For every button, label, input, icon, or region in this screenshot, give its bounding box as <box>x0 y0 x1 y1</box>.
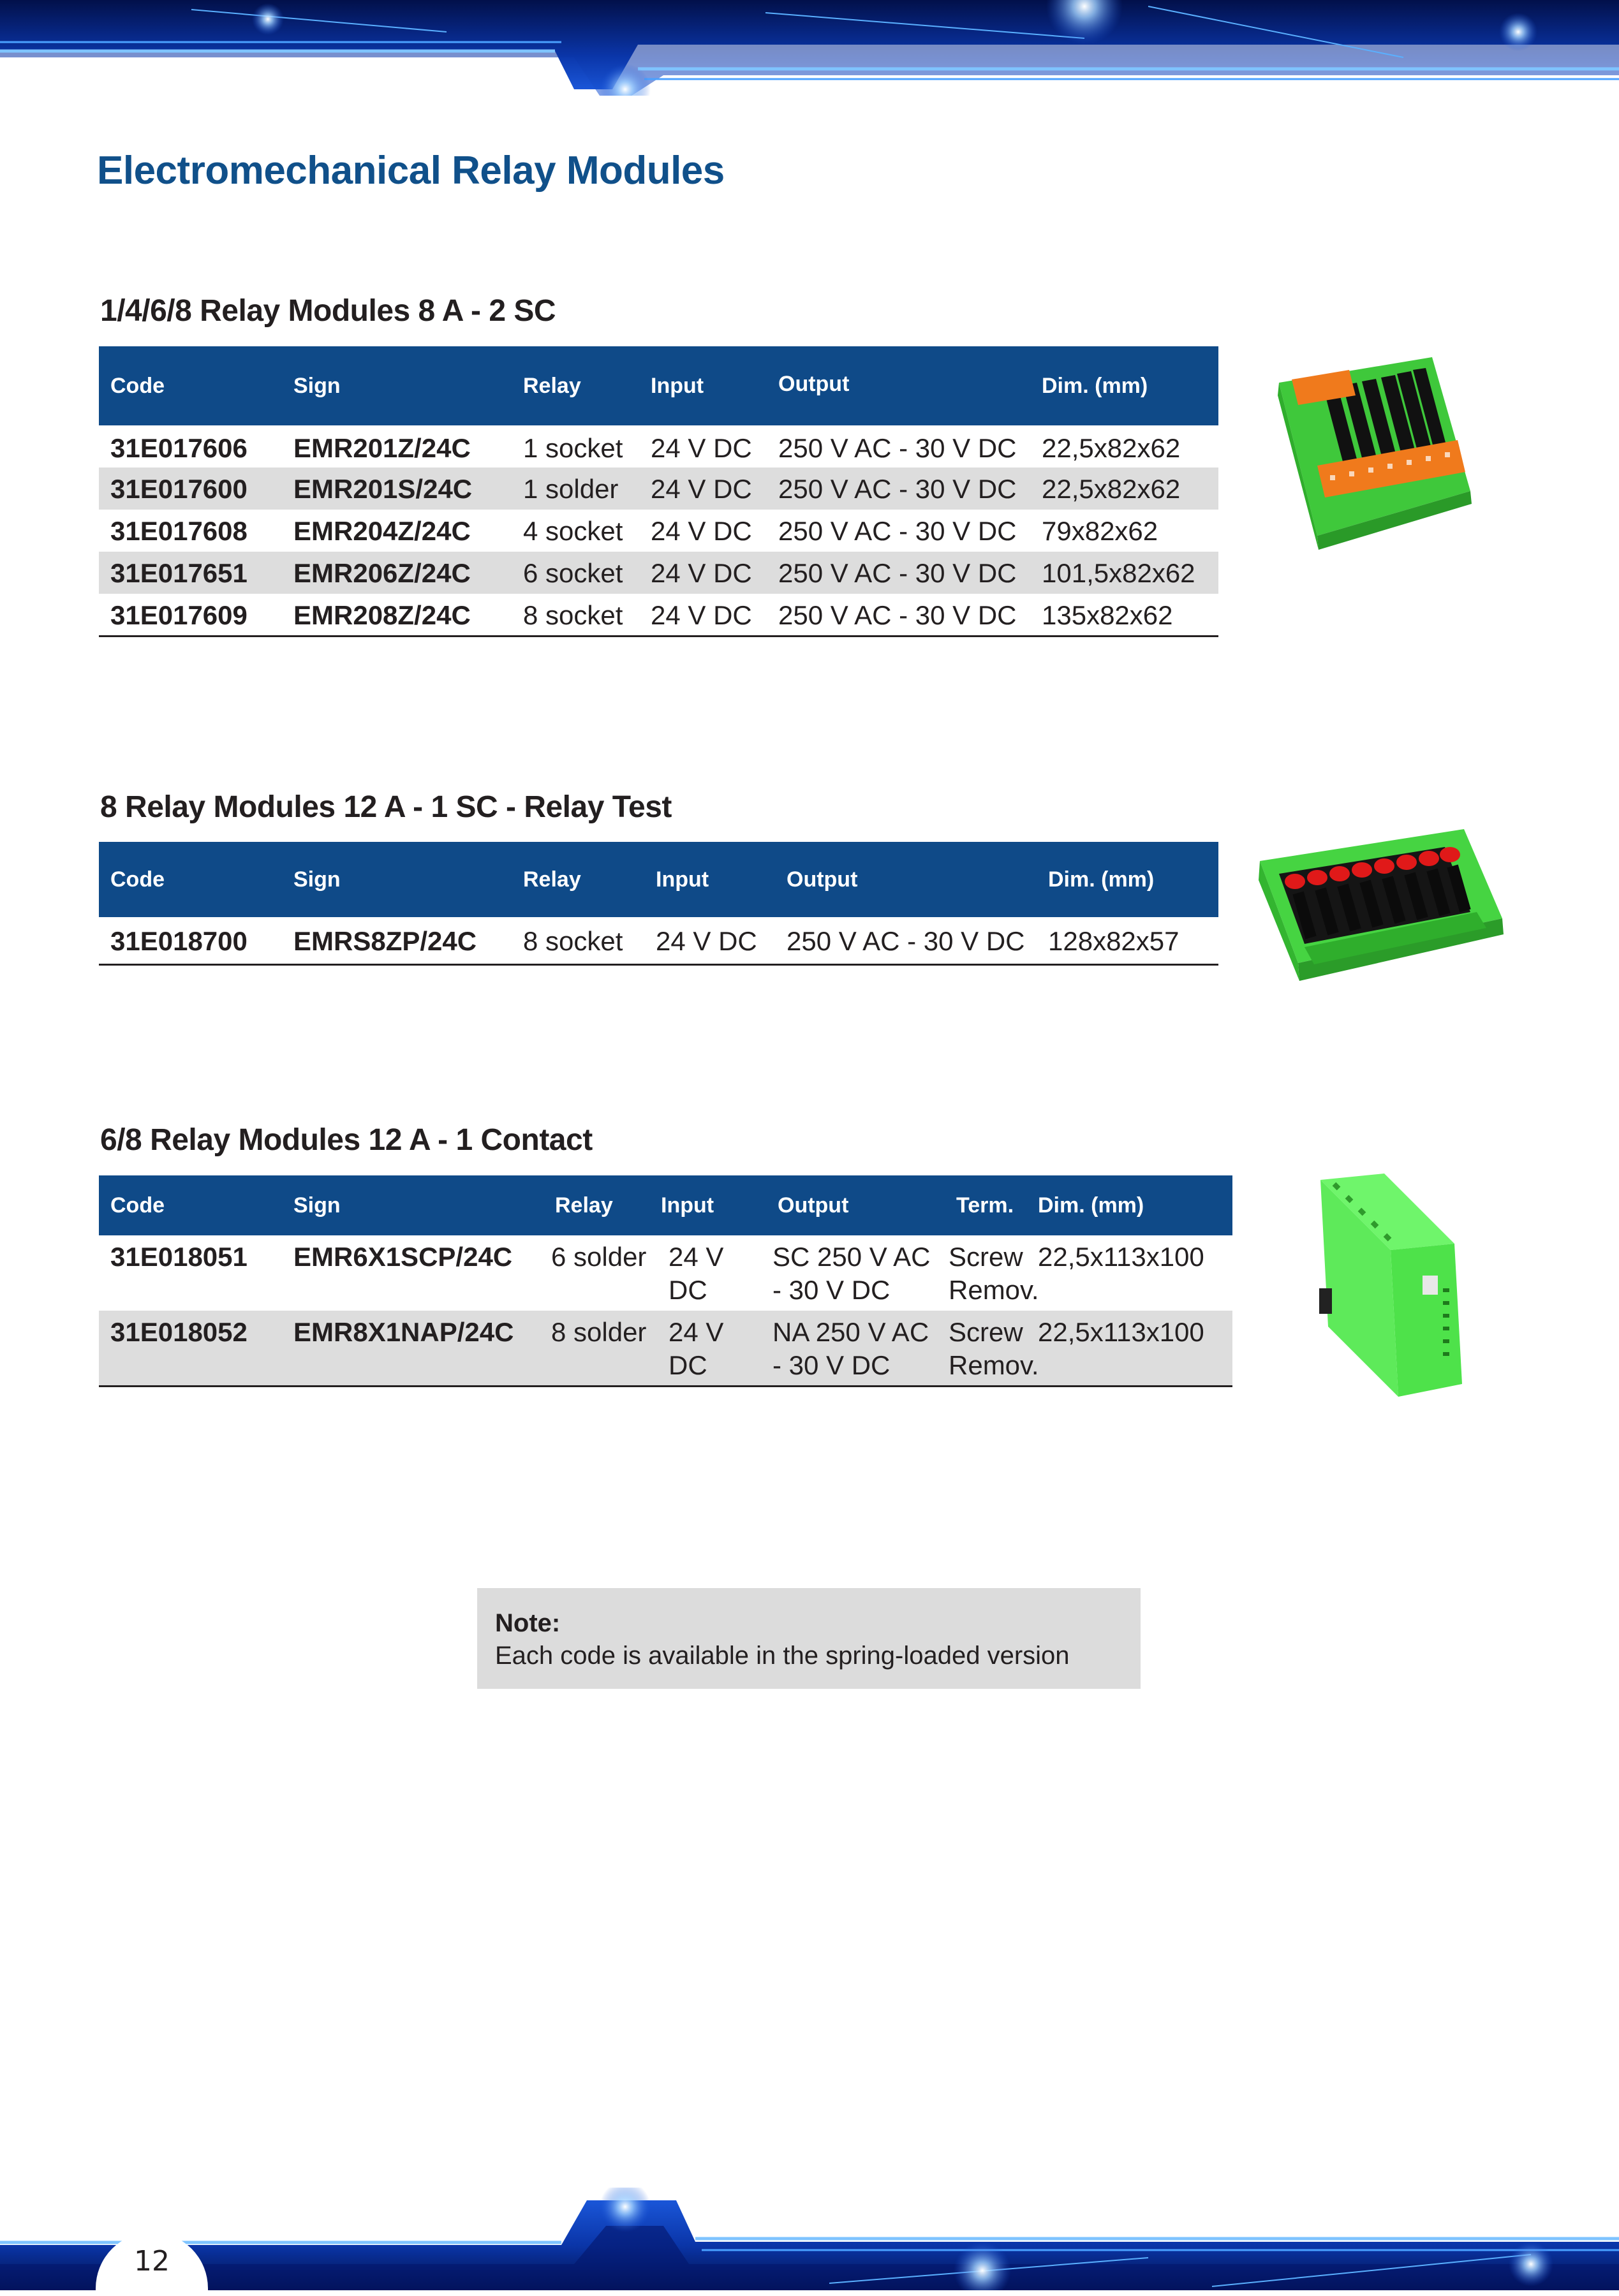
column-header: Output <box>766 1175 945 1235</box>
relay-cell: 8 socket <box>512 594 639 636</box>
bottom-circuit-banner <box>0 2188 1619 2290</box>
sign-cell: EMR8X1NAP/24C <box>282 1311 543 1386</box>
term-cell: Screw Remov. <box>949 1242 1039 1305</box>
code-cell: 31E018700 <box>99 917 282 964</box>
column-header: Relay <box>512 346 639 425</box>
relay-module-8-orange-terminals-icon <box>1266 344 1480 561</box>
relay-cell: 6 solder <box>551 1242 647 1272</box>
table-header-row <box>99 1175 1232 1235</box>
sign-cell: EMR206Z/24C <box>282 552 512 594</box>
page-title: Electromechanical Relay Modules <box>97 149 725 193</box>
relay-cell: 1 solder <box>512 467 639 510</box>
table-row <box>99 552 1218 594</box>
page-number: 12 <box>96 2232 208 2296</box>
relay-cell: 1 socket <box>523 433 623 463</box>
output-cell: NA 250 V AC - 30 V DC <box>766 1311 945 1386</box>
note-label: Note: <box>495 1609 561 1637</box>
relay-cell: 4 socket <box>523 516 623 546</box>
column-header: Code <box>99 346 282 425</box>
sign-cell: EMRS8ZP/24C <box>282 917 512 964</box>
top-circuit-banner <box>0 0 1619 96</box>
code-cell: 31E017600 <box>99 467 282 510</box>
sign-cell: EMR208Z/24C <box>282 594 512 636</box>
table-header-row <box>99 842 1218 917</box>
input-cell: 24 V DC <box>651 516 752 546</box>
code-cell: 31E017651 <box>99 552 282 594</box>
relay-table-1 <box>99 346 1218 637</box>
output-cell: 250 V AC - 30 V DC <box>767 552 1030 594</box>
table-row <box>99 594 1218 636</box>
note-text: Each code is available in the spring-loaded version <box>495 1642 1070 1670</box>
sign-cell: EMR204Z/24C <box>293 516 471 546</box>
column-header: Term. <box>945 1175 1034 1235</box>
output-cell: SC 250 V AC - 30 V DC <box>773 1242 931 1305</box>
input-cell: 24 V DC <box>639 552 767 594</box>
dim-cell: 128x82x57 <box>1037 917 1218 964</box>
column-header: Dim. (mm) <box>1034 1175 1232 1235</box>
input-cell: 24 V DC <box>669 1242 724 1305</box>
column-header: Code <box>99 842 282 917</box>
dim-cell: 22,5x113x100 <box>1034 1311 1232 1386</box>
column-header: Output <box>767 346 1030 425</box>
table-row <box>99 1311 1232 1386</box>
relay-cell: 8 socket <box>512 917 644 964</box>
code-cell: 31E018052 <box>99 1311 282 1386</box>
dim-cell: 22,5x113x100 <box>1038 1242 1204 1272</box>
output-cell: 250 V AC - 30 V DC <box>775 917 1037 964</box>
output-cell: 250 V AC - 30 V DC <box>778 433 1017 463</box>
column-header: Relay <box>543 1175 649 1235</box>
relay-module-8-red-test-buttons-icon <box>1253 823 1509 1014</box>
term-cell: Screw Remov. <box>945 1311 1034 1386</box>
column-header: Input <box>644 842 775 917</box>
input-cell: 24 V DC <box>649 1311 766 1386</box>
section-heading-2: 8 Relay Modules 12 A - 1 SC - Relay Test <box>100 790 672 824</box>
code-cell: 31E018051 <box>110 1242 248 1272</box>
column-header: Input <box>639 346 767 425</box>
sign-cell: EMR201Z/24C <box>293 433 471 463</box>
input-cell: 24 V DC <box>651 433 752 463</box>
section-heading-1: 1/4/6/8 Relay Modules 8 A - 2 SC <box>100 294 556 328</box>
input-cell: 24 V DC <box>644 917 775 964</box>
relay-table-2 <box>99 842 1218 966</box>
table-row <box>99 1235 1232 1311</box>
table-row <box>99 510 1218 552</box>
code-cell: 31E017609 <box>99 594 282 636</box>
column-header: Sign <box>282 346 512 425</box>
table-row <box>99 425 1218 467</box>
din-rail-relay-module-green-icon <box>1295 1167 1480 1409</box>
code-cell: 31E017608 <box>110 516 248 546</box>
output-cell: 250 V AC - 30 V DC <box>778 516 1017 546</box>
column-header: Output <box>775 842 1037 917</box>
dim-cell: 101,5x82x62 <box>1030 552 1218 594</box>
relay-table-3 <box>99 1175 1232 1387</box>
relay-module-photo-3 <box>1295 1167 1480 1409</box>
sign-cell: EMR201S/24C <box>282 467 512 510</box>
circuit-banner-icon <box>0 2188 1619 2290</box>
circuit-banner-icon <box>0 0 1619 96</box>
table-header-row <box>99 346 1218 425</box>
output-cell: 250 V AC - 30 V DC <box>767 467 1030 510</box>
column-header: Sign <box>282 842 512 917</box>
input-cell: 24 V DC <box>639 467 767 510</box>
dim-cell: 79x82x62 <box>1042 516 1158 546</box>
relay-cell: 6 socket <box>512 552 639 594</box>
note-box <box>477 1588 1141 1689</box>
relay-module-photo-2 <box>1253 823 1509 1014</box>
column-header: Dim. (mm) <box>1030 346 1218 425</box>
column-header: Dim. (mm) <box>1037 842 1218 917</box>
input-cell: 24 V DC <box>639 594 767 636</box>
column-header: Input <box>649 1175 766 1235</box>
relay-cell: 8 solder <box>543 1311 649 1386</box>
output-cell: 250 V AC - 30 V DC <box>767 594 1030 636</box>
column-header: Relay <box>512 842 644 917</box>
sign-cell: EMR6X1SCP/24C <box>293 1242 513 1272</box>
section-heading-3: 6/8 Relay Modules 12 A - 1 Contact <box>100 1123 593 1157</box>
dim-cell: 135x82x62 <box>1030 594 1218 636</box>
dim-cell: 22,5x82x62 <box>1042 433 1181 463</box>
relay-module-photo-1 <box>1266 344 1480 561</box>
column-header: Sign <box>282 1175 543 1235</box>
table-row <box>99 467 1218 510</box>
column-header: Code <box>99 1175 282 1235</box>
code-cell: 31E017606 <box>110 433 248 463</box>
dim-cell: 22,5x82x62 <box>1030 467 1218 510</box>
table-row <box>99 917 1218 964</box>
